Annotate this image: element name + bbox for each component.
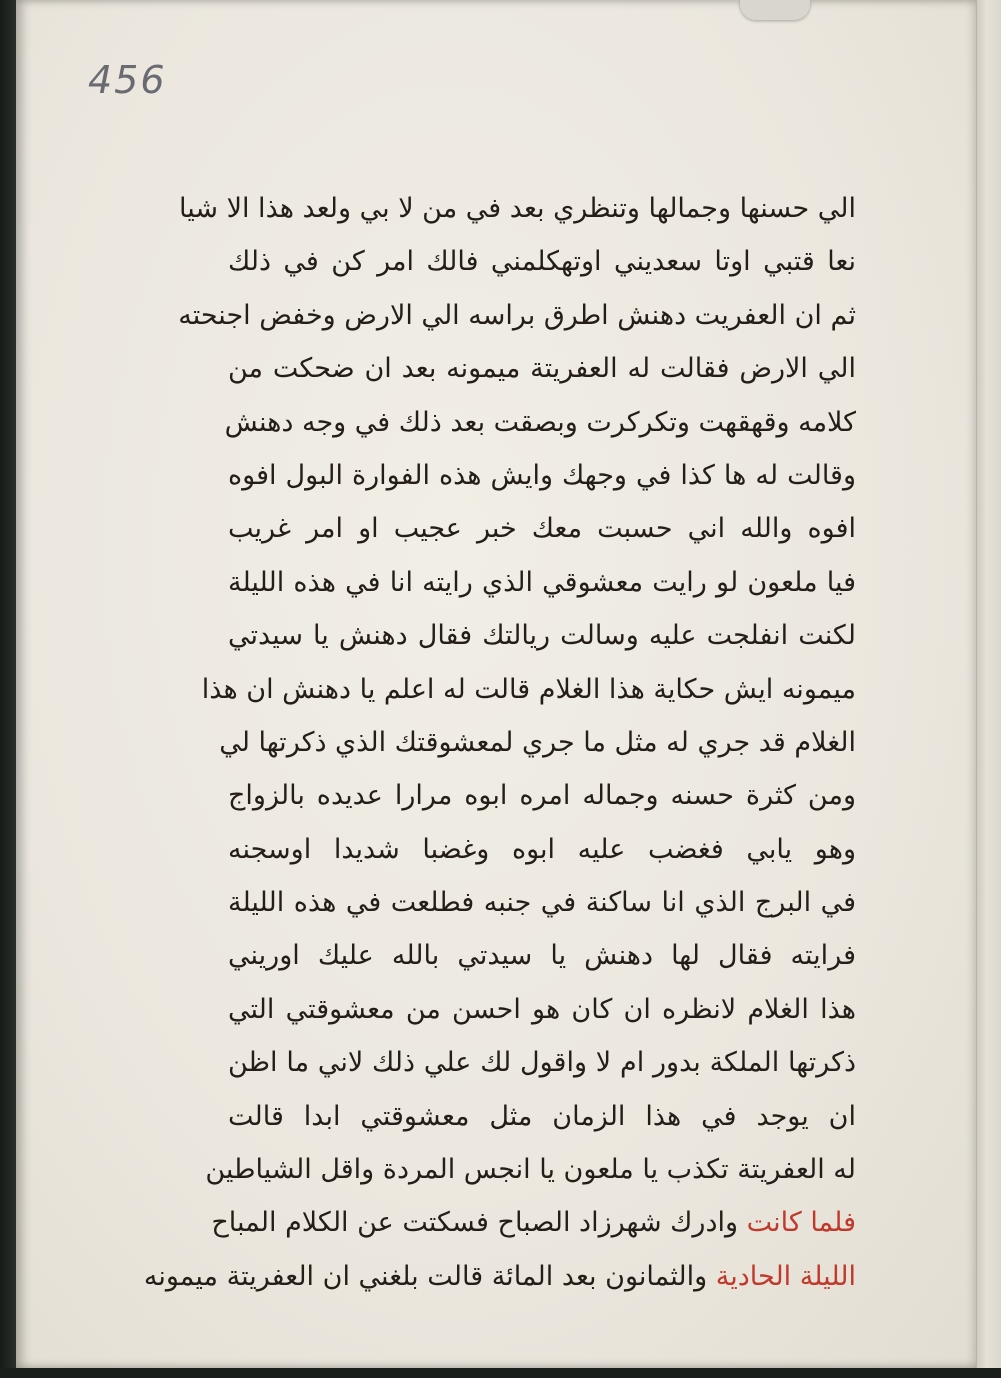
- text-line: [228, 502, 856, 555]
- text-line: [228, 1036, 856, 1089]
- line-text: هذا الغلام لانظره ان كان هو احسن من معشوقتي التي: [228, 993, 856, 1025]
- line-text: في البرج الذي انا ساكنة في جنبه فطلعت في هذه الليلة: [228, 887, 856, 919]
- text-line: [228, 342, 856, 395]
- line-text: والثمانون بعد المائة قالت بلغني ان العفريتة ميمونه: [143, 1260, 708, 1292]
- text-line: [228, 609, 856, 662]
- line-text: كلامه وقهقهت وتكركرت وبصقت بعد ذلك في وجه دهنش: [224, 406, 856, 438]
- page-clip: [740, 0, 810, 20]
- line-text: ومن كثرة حسنه وجماله امره ابوه مرارا عديده بالزواج: [228, 780, 856, 812]
- line-text: لكنت انفلجت عليه وسالت ريالتك فقال دهنش يا سيدتي: [228, 620, 856, 652]
- line-text: وقالت له ها كذا في وجهك وايش هذه الفوارة البول افوه: [228, 459, 856, 491]
- text-line: [228, 929, 856, 982]
- text-line: [211, 1196, 856, 1249]
- line-text: ثم ان العفريت دهنش اطرق براسه الي الارض وخفض اجنحته: [178, 299, 856, 331]
- text-line: [201, 663, 856, 716]
- line-text: فرايته فقال لها دهنش يا سيدتي بالله عليك اوريني: [228, 940, 856, 972]
- text-line: [228, 823, 856, 876]
- line-text: ميمونه ايش حكاية هذا الغلام قالت له اعلم يا دهنش ان هذا: [201, 673, 856, 705]
- adjacent-page-edge: [976, 0, 1001, 1368]
- book-bottom-edge: [0, 1368, 1000, 1378]
- text-line: [228, 235, 856, 288]
- rubric-text: فلما كانت: [746, 1207, 856, 1239]
- book-binding-edge: [0, 0, 16, 1378]
- manuscript-text-block: [143, 182, 856, 1303]
- line-text: الغلام قد جري له مثل ما جري لمعشوقتك الذي ذكرتها لي: [219, 726, 856, 758]
- line-text: الي الارض فقالت له العفريتة ميمونه بعد ان ضحكت من: [228, 353, 856, 385]
- text-line: [228, 449, 856, 502]
- text-line: [178, 289, 856, 342]
- text-line: [228, 983, 856, 1036]
- text-line: [219, 716, 856, 769]
- text-line: [228, 1090, 856, 1143]
- text-line: [179, 182, 856, 235]
- text-line: [224, 396, 856, 449]
- line-text: وادرك شهرزاد الصباح فسكتت عن الكلام المباح: [211, 1207, 739, 1239]
- line-text: فيا ملعون لو رايت معشوقي الذي رايته انا في هذه الليلة: [228, 566, 856, 598]
- line-text: ذكرتها الملكة بدور ام لا واقول لك علي ذلك لاني ما اظن: [228, 1047, 856, 1079]
- folio-number: 456: [88, 58, 167, 102]
- line-text: له العفريتة تكذب يا ملعون يا انجس المردة واقل الشياطين: [205, 1154, 856, 1186]
- text-line: [228, 556, 856, 609]
- line-text: نعا قتبي اوتا سعديني اوتهكلمني فالك امر كن في ذلك: [228, 246, 856, 278]
- rubric-text: الليلة الحادية: [715, 1260, 856, 1292]
- line-text: الي حسنها وجمالها وتنظري بعد في من لا بي ولعد هذا الا شيا: [179, 193, 856, 224]
- line-text: افوه والله اني حسبت معك خبر عجيب او امر غريب: [228, 513, 856, 545]
- text-line: [205, 1143, 856, 1196]
- text-line: [228, 876, 856, 929]
- text-line: [143, 1250, 856, 1303]
- line-text: ان يوجد في هذا الزمان مثل معشوقتي ابدا قالت: [228, 1100, 856, 1132]
- text-line: [228, 769, 856, 822]
- line-text: وهو يابي فغضب عليه ابوه وغضبا شديدا اوسجنه: [228, 833, 856, 865]
